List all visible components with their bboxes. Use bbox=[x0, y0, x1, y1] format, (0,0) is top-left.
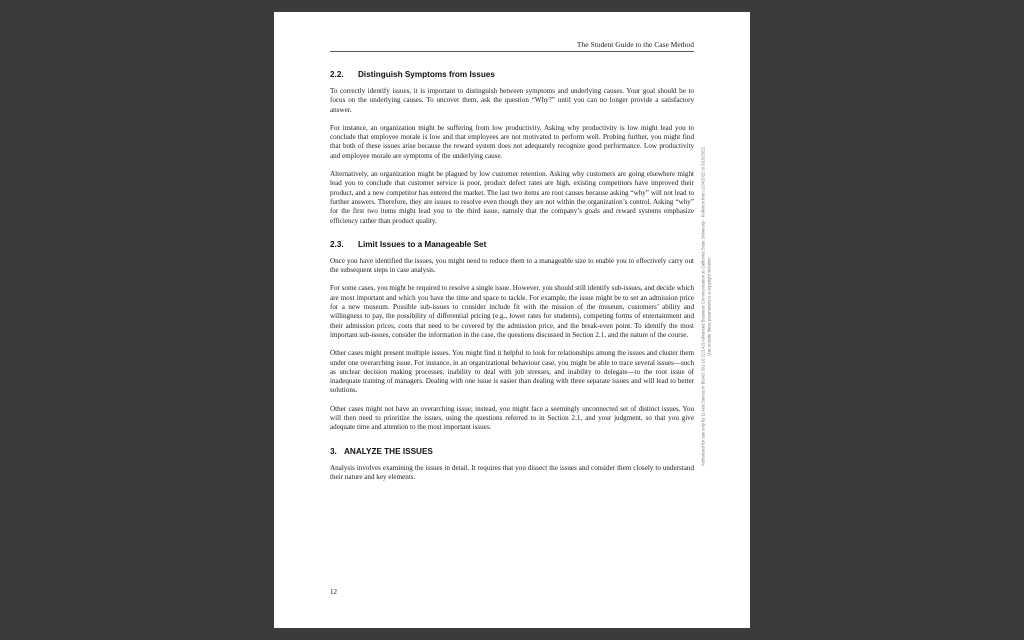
section-number: 2.3. bbox=[330, 239, 344, 249]
paragraph: Alternatively, an organization might be plagued by low customer retention. Asking why customers are going elsewhere might lead you to conclude that customer service is poor, product defect rates are high, existing competitors have improved their product, and a new competitor has entered the market. The last two items are root causes because asking “why” will not lead to further answers. Therefore, they are issues to resolve even though they are not within the organization’s control. Asking “why” for the first two items might lead you to the third issue, namely that the company’s goals and reward systems emphasize efficiency rather than product quality. bbox=[330, 170, 694, 225]
paragraph: For some cases, you might be required to resolve a single issue. However, you should still identify sub-issues, and decide which are most important and which you have the time and space to tackle. For example, the issue might be to set an admission price for a new museum. Possible sub-issues to consider include fit with the mission of the museum, customers’ ability and willingness to pay, the possibility of differential pricing (e.g., lower rates for students), competing forms of entertainment and their admission prices, costs that need to be covered by the admission price, and the break-even point. To identify the most important sub-issues, consider the information in the case, the questions discussed in Section 2.1, and the nature of the course. bbox=[330, 284, 694, 339]
section-number: 3. bbox=[330, 446, 337, 456]
section-title: ANALYZE THE ISSUES bbox=[344, 446, 433, 456]
copyright-side-note bbox=[696, 32, 716, 580]
paragraph: Once you have identified the issues, you might need to reduce them to a manageable size to enable you to effectively carry out the subsequent steps in case analysis. bbox=[330, 256, 694, 275]
section-heading-2-2 bbox=[330, 70, 694, 79]
section-number: 2.2. bbox=[330, 70, 344, 79]
section-heading-2-3 bbox=[330, 240, 694, 249]
document-page bbox=[274, 12, 750, 628]
side-note-line-1: Authorized for use only by 11-last Santos in BUAD 301-16 (12142) Advanced Business Communication at California State University - Fullerton from 1/24/2022 to 5/15/2022. bbox=[700, 146, 706, 466]
paragraph: Other cases might not have an overarching issue; instead, you might face a seemingly unconnected set of distinct issues. You will then need to prioritize the issues, using the questions referred to in Section 2.1, and your judgment, so that you give adequate time and attention to the most important issues. bbox=[330, 404, 694, 432]
section-title: Distinguish Symptoms from Issues bbox=[358, 70, 495, 79]
running-header: The Student Guide to the Case Method bbox=[330, 40, 694, 52]
paragraph: For instance, an organization might be suffering from low productivity. Asking why productivity is low might lead you to conclude that employee morale is low and that employees are not motivated to perform well. Probing further, you might find that both of these issues arise because the reward system does not adequately recognize good performance. Low productivity and employee morale are symptoms of the underlying cause. bbox=[330, 123, 694, 160]
page-content bbox=[330, 70, 694, 491]
side-note-line-2: Use outside these parameters is a copyright violation. bbox=[706, 256, 711, 356]
page-number: 12 bbox=[330, 588, 337, 596]
paragraph: Other cases might present multiple issues. You might find it helpful to look for relationships among the issues and cluster them under one overarching issue. For instance, in an organizational behaviour case, you might be able to trace several issues—such as unclear decision making processes, inability to deal with job stresses, and inability to delegate—to the root issue of inadequate training of managers. Dealing with one issue is easier than dealing with three separate issues and will lead to better solutions. bbox=[330, 349, 694, 395]
section-heading-3 bbox=[330, 447, 694, 456]
section-title: Limit Issues to a Manageable Set bbox=[358, 239, 487, 249]
paragraph: To correctly identify issues, it is important to distinguish between symptoms and underlying causes. Your goal should be to focus on the underlying causes. To uncover them, ask the question “Why?” until you can no longer provide a satisfactory answer. bbox=[330, 87, 694, 114]
paragraph: Analysis involves examining the issues in detail. It requires that you dissect the issues and consider them closely to understand their nature and key elements. bbox=[330, 463, 694, 481]
